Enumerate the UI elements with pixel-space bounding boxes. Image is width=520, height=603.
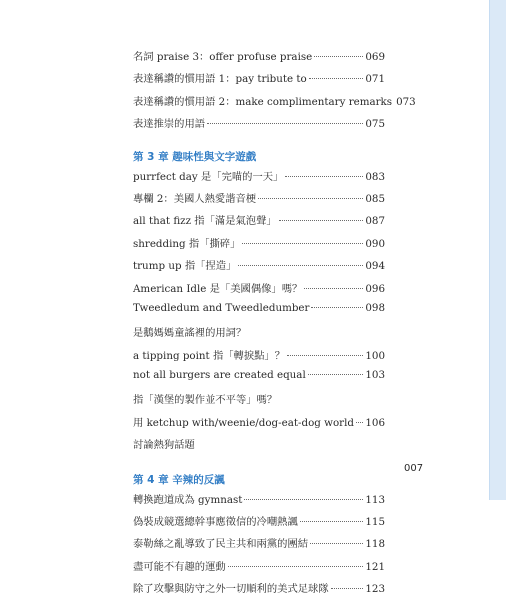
toc-entry-page: 123 bbox=[365, 583, 385, 596]
toc-entry-title: 是鵝媽媽童謠裡的用詞？ bbox=[133, 327, 247, 340]
toc-entry-title: 名詞 praise 3：offer profuse praise bbox=[133, 51, 313, 63]
toc-entry-title: 專欄 2：美國人熱愛諧音梗 bbox=[133, 192, 257, 205]
toc-entry bbox=[133, 235, 385, 257]
toc-entry-page: 083 bbox=[365, 170, 385, 183]
toc-entry-page: 085 bbox=[365, 192, 385, 205]
toc-entry-page: 094 bbox=[365, 260, 385, 273]
toc-entry-title: not all burgers are created equal bbox=[133, 369, 306, 382]
dot-leader bbox=[244, 499, 363, 500]
dot-leader bbox=[356, 422, 363, 423]
toc-entry bbox=[133, 491, 385, 513]
chapter-heading: 第 3 章 趣味性與文字遊戲 bbox=[133, 151, 257, 164]
page-number: 007 bbox=[404, 463, 424, 474]
toc-entry-title: 表達推崇的用語 bbox=[133, 118, 206, 131]
dot-leader bbox=[287, 355, 363, 356]
toc-entry bbox=[133, 190, 385, 212]
toc-entry-title: shredding 指「撕碎」 bbox=[133, 237, 241, 250]
dot-leader bbox=[300, 521, 364, 522]
toc-entry bbox=[133, 93, 416, 115]
dot-leader bbox=[258, 198, 363, 199]
toc-entry-title: 偽裝成競選總幹事應徵信的冷嘲熱諷 bbox=[133, 516, 298, 529]
toc-entry-page: 071 bbox=[365, 73, 385, 86]
toc-entry-page: 098 bbox=[365, 301, 385, 314]
toc-entry-title: a tipping point 指「轉捩點」？ bbox=[133, 349, 286, 362]
dot-leader bbox=[331, 588, 364, 589]
toc-entry bbox=[133, 535, 385, 557]
toc-entry-page: 113 bbox=[365, 493, 385, 506]
dot-leader bbox=[309, 78, 364, 79]
toc-entry bbox=[133, 212, 385, 234]
toc-entry-continuation bbox=[133, 391, 385, 413]
toc-entry-continuation bbox=[133, 324, 385, 346]
dot-leader bbox=[304, 288, 363, 289]
toc-entry-title: 表達稱讚的慣用語 2：make complimentary remarks bbox=[133, 95, 393, 108]
chapter-heading: 第 4 章 辛辣的反諷 bbox=[133, 474, 225, 487]
toc-entry-title: 轉換跑道成為 gymnast bbox=[133, 493, 243, 506]
toc-entry-page: 100 bbox=[365, 349, 385, 362]
toc-entry-title: 指「漢堡的製作並不平等」嗎？ bbox=[133, 394, 278, 407]
toc-entry bbox=[133, 347, 385, 369]
dot-leader bbox=[310, 543, 363, 544]
toc-entry-page: 075 bbox=[365, 118, 385, 131]
toc-entry bbox=[133, 48, 385, 70]
toc-entry bbox=[133, 414, 385, 436]
toc-entry-title: 除了攻擊與防守之外一切順利的美式足球隊 bbox=[133, 583, 329, 596]
toc-entry-title: 泰勒絲之亂導致了民主共和兩黨的團結 bbox=[133, 538, 309, 551]
toc-entry bbox=[133, 369, 385, 391]
toc-entry-title: 討論熱狗話題 bbox=[133, 439, 195, 452]
toc-entry bbox=[133, 558, 385, 580]
toc-entry bbox=[133, 70, 385, 92]
toc-entry-page: 121 bbox=[365, 560, 385, 573]
dot-leader bbox=[238, 265, 363, 266]
toc-entry bbox=[133, 513, 385, 535]
toc-entry bbox=[133, 115, 385, 137]
toc-entry-title: all that fizz 指「滿是氣泡聲」 bbox=[133, 215, 277, 228]
dot-leader bbox=[308, 374, 364, 375]
toc-entry bbox=[133, 580, 385, 602]
toc-entry-page: 087 bbox=[365, 215, 385, 228]
toc-entry-page: 106 bbox=[365, 416, 385, 429]
dot-leader bbox=[279, 220, 364, 221]
dot-leader bbox=[242, 243, 363, 244]
toc-entry-title: American Idle 是「美國偶像」嗎？ bbox=[133, 282, 303, 295]
dot-leader bbox=[285, 176, 363, 177]
dot-leader bbox=[314, 56, 363, 57]
toc-entry-page: 096 bbox=[365, 282, 385, 295]
toc-entry-page: 103 bbox=[365, 369, 385, 382]
toc-entry-title: trump up 指「捏造」 bbox=[133, 260, 237, 273]
toc-entry-page: 090 bbox=[365, 237, 385, 250]
toc-entry-title: 用 ketchup with/weenie/dog-eat-dog world bbox=[133, 416, 354, 429]
dot-leader bbox=[228, 566, 364, 567]
toc-entry bbox=[133, 280, 385, 302]
toc-entry-title: purrfect day 是「完喵的一天」 bbox=[133, 170, 284, 183]
toc-entry-continuation bbox=[133, 436, 385, 458]
toc-entry-page: 069 bbox=[365, 51, 385, 63]
toc-entry bbox=[133, 302, 385, 324]
dot-leader bbox=[311, 307, 363, 308]
toc-entry-title: 表達稱讚的慣用語 1：pay tribute to bbox=[133, 73, 307, 86]
toc-entry bbox=[133, 257, 385, 279]
toc-entry-page: 118 bbox=[365, 538, 385, 551]
toc-entry-title: Tweedledum and Tweedledumber bbox=[133, 301, 310, 314]
toc-entry-title: 盡可能不有趣的運動 bbox=[133, 560, 226, 573]
toc-entry-page: 073 bbox=[396, 95, 416, 108]
toc-entry bbox=[133, 168, 385, 190]
dot-leader bbox=[207, 123, 363, 124]
toc-entry-page: 115 bbox=[365, 516, 385, 529]
page-edge-tab-border bbox=[489, 0, 506, 500]
